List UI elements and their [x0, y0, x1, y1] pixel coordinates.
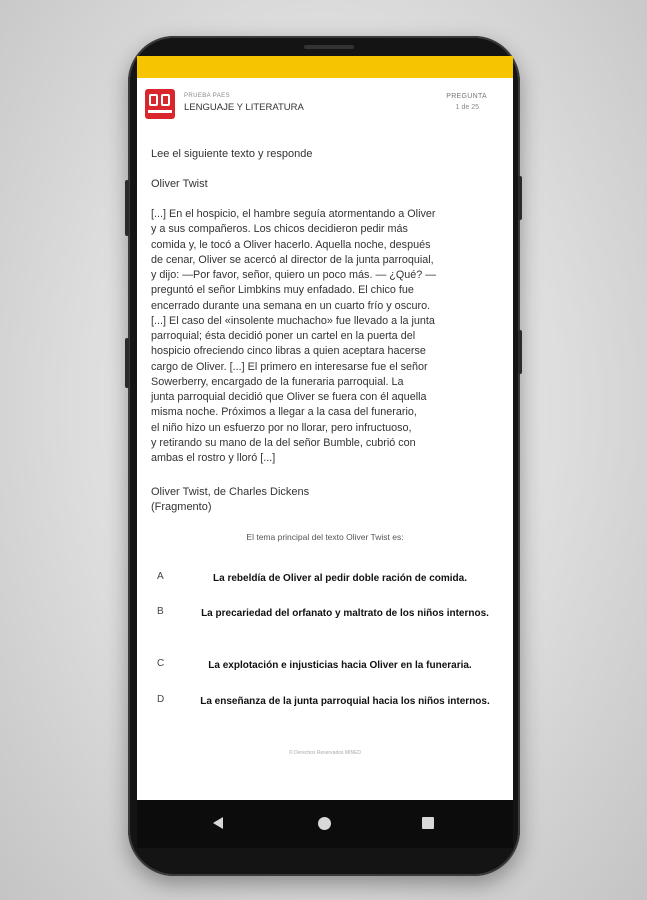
- passage-line: [...] En el hospicio, el hambre seguía atormentando a Oliver: [151, 208, 436, 220]
- passage-line: el niño hizo un esfuerzo por no llorar, pero infructuoso,: [151, 421, 412, 434]
- passage-line: encerrado durante una semana en un cuarto frío y oscuro.: [151, 299, 431, 312]
- passage-line: comida y, le tocó a Oliver hacerlo. Aquella noche, después: [151, 238, 431, 251]
- passage-line: y retirando su mano de la del señor Bumble, cubrió con: [151, 436, 416, 449]
- app-subtitle: PRUEBA PAES: [184, 93, 230, 99]
- passage-line: preguntó el señor Limbkins muy enfadado. El chico fue: [151, 284, 414, 297]
- recent-apps-square-icon[interactable]: [422, 817, 434, 829]
- phone-side-button: [518, 176, 522, 220]
- passage-line: misma noche. Próximos a llegar a la casa del funerario,: [151, 406, 417, 419]
- app-header: [137, 78, 513, 140]
- option-letter: C: [157, 658, 165, 669]
- question-label: PREGUNTA: [446, 93, 487, 100]
- home-circle-icon[interactable]: [318, 817, 331, 830]
- option-letter: D: [157, 694, 165, 705]
- book-logo-icon: [145, 89, 175, 119]
- app-title: LENGUAJE Y LITERATURA: [184, 102, 304, 113]
- passage-line: de cenar, Oliver se acercó al director de la junta parroquial,: [151, 253, 434, 266]
- phone-side-button: [518, 330, 522, 374]
- passage-line: junta parroquial decidió que Oliver se fuera con él aquella: [151, 391, 427, 403]
- android-nav-bar: [137, 800, 513, 848]
- phone-side-button: [125, 180, 129, 236]
- passage-line: cargo de Oliver. [...] El primero en interesarse fue el señor: [151, 360, 428, 373]
- passage-line: ambas el rostro y lloró [...]: [151, 452, 276, 464]
- passage-line: y dijo: —Por favor, señor, quiero un poco más. — ¿Qué? —: [151, 269, 437, 281]
- passage-line: Sowerberry, encargado de la funeraria parroquial. La: [151, 375, 404, 388]
- passage-line: parroquial; ésta decidió poner un cartel en la puerta del: [151, 330, 416, 342]
- back-triangle-icon[interactable]: [213, 817, 223, 829]
- passage-line: hospicio ofreciendo cinco libras a quien aceptara hacerse: [151, 345, 426, 358]
- text-title: Oliver Twist: [151, 178, 208, 190]
- source-author: Oliver Twist, de Charles Dickens: [151, 486, 310, 498]
- option-text: La explotación e injusticias hacia Oliver en la funeraria.: [208, 660, 472, 671]
- passage-line: [...] El caso del «insolente muchacho» fue llevado a la junta: [151, 314, 435, 327]
- reading-passage: [151, 207, 503, 466]
- phone-speaker: [304, 45, 354, 49]
- option-text: La rebeldía de Oliver al pedir doble ración de comida.: [213, 573, 467, 584]
- phone-side-button: [125, 338, 129, 388]
- passage-source: [151, 485, 309, 516]
- question-counter: 1 de 25: [455, 104, 479, 111]
- option-text: La enseñanza de la junta parroquial hacia los niños internos.: [200, 696, 490, 707]
- source-note: (Fragmento): [151, 501, 212, 514]
- copyright-note: © Derechos Reservados MINED: [288, 750, 362, 756]
- option-letter: A: [157, 571, 164, 582]
- phone-screen: [137, 56, 513, 848]
- option-text: La precariedad del orfanato y maltrato de los niños internos.: [201, 608, 489, 619]
- option-letter: B: [157, 606, 164, 617]
- instruction-text: Lee el siguiente texto y responde: [151, 148, 313, 160]
- status-bar: [137, 56, 513, 78]
- question-prompt: El tema principal del texto Oliver Twist es:: [246, 532, 404, 542]
- passage-line: y a sus compañeros. Los chicos decidieron pedir más: [151, 223, 408, 236]
